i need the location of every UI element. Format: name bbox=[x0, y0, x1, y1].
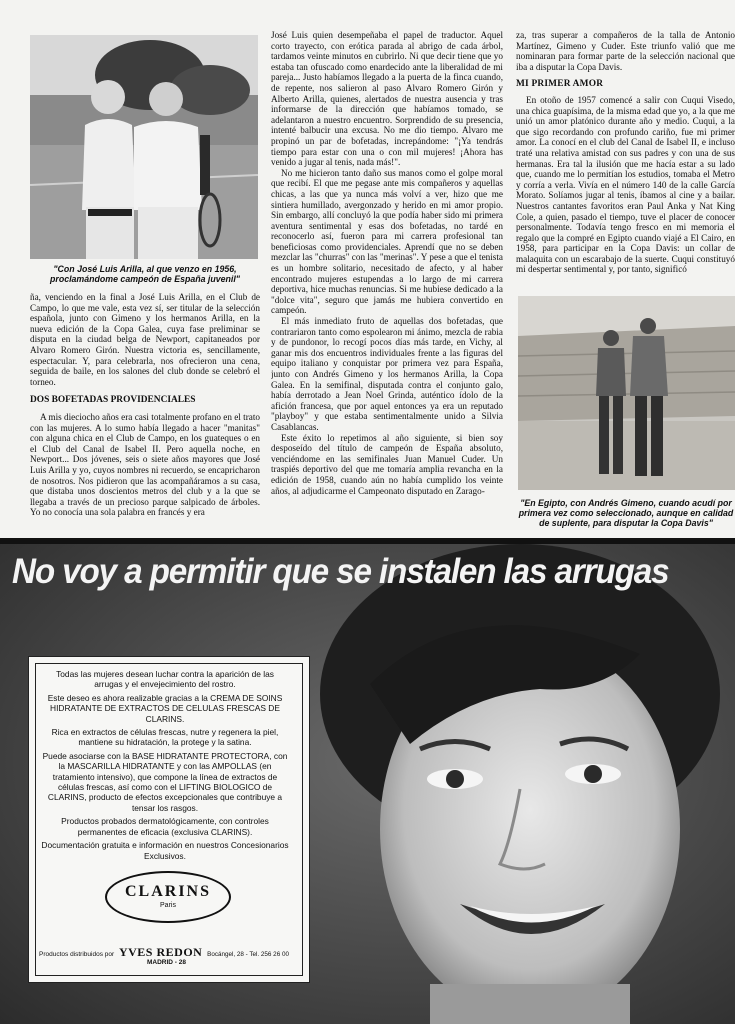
clarins-logo-city: Paris bbox=[160, 902, 176, 909]
ad-paragraph: Todas las mujeres desean luchar contra la aparición de las arrugas y el envejecimiento del rostro. bbox=[56, 669, 274, 690]
ad-paragraph: Rica en extractos de células frescas, nutre y regenera la piel, mantiene su hidratación, la protege y la satina. bbox=[51, 727, 279, 748]
paragraph: Este éxito lo repetimos al año siguiente, si bien soy desposeído del título de campeón de España absoluto, venciéndome en las semifinales Juan Manuel Cuder. Un traspiés deportivo del que me tomaría amplia revancha en la edición de 1958, cuando aún no había cumplido los veinte años, al adjudicarme el Campeonato disputado en Zarago- bbox=[271, 432, 503, 496]
distributor-prefix: Productos distribuidos por bbox=[39, 951, 115, 958]
article-column-1 bbox=[30, 292, 260, 532]
distributor-line bbox=[39, 945, 299, 966]
photo-tennis-players-image bbox=[30, 35, 258, 259]
paragraph: El más inmediato fruto de aquellas dos bofetadas, que contrariaron tanto como espolearon mi ánimo, mezcla de rabia y de pundonor, lo recogí pocos días más tarde, en Vichy, al ganar mis dos encuentros individuales frente a las figuras del equipo italiano y conquistar por primera vez para España, junto con Andrés Gimeno y los hermanos Arilla, la Copa Galea. En la semifinal, disputada contra el conjunto galo, había derrotado a Jean Noel Grinda, auténtico ídolo de la afición francesa, que por aquel entonces ya era un reputado "playboy" y que estaba sentimentalmente unido a Silvia Casablancas. bbox=[271, 316, 503, 432]
clarins-logo-name: CLARINS bbox=[124, 883, 211, 900]
ad-paragraph: Puede asociarse con la BASE HIDRATANTE PROTECTORA, con la MASCARILLA HIDRATANTE y con las AMPOLLAS (en tratamiento intensivo), que compone la línea de extractos de células frescas, así como con el LIFTING BIOLOGICO de CLARINS, producto de efectos excepcionales que contribuye a tensar los rasgos. bbox=[42, 750, 288, 813]
photo-caption-1: "Con José Luis Arilla, al que venzo en 1956, proclamándome campeón de España juvenil" bbox=[50, 264, 240, 284]
distributor-city: MADRID - 28 bbox=[147, 959, 187, 966]
paragraph: A mis dieciocho años era casi totalmente profano en el trato con las mujeres. A lo sumo había llegado a hacer "manitas" con alguna chica en el Club de Campo, en los guateques o en el Club del Canal de Isabel II. Pero aquella noche, en Newport... Dos jóvenes, seis o siete años mayores que José Luis Arilla y yo, cuyos nombres ni recuerdo, se encapricharon de nosotros. Nos pidieron que las acompañáramos a su casa, que distaba unos doscientos metros del club y a la que se llegaba a través de un precioso parque salpicado de árboles. Yo no conocía una sola palabra en francés y era bbox=[30, 411, 260, 518]
clarins-logo bbox=[105, 871, 231, 923]
photo-caption-2: "En Egipto, con Andrés Gimeno, cuando acudí por primera vez como seleccionado, aunque en calidad de suplente, para disputar la Copa Davis" bbox=[518, 498, 734, 528]
clarins-advertisement bbox=[0, 544, 735, 1024]
ad-text-box bbox=[28, 656, 310, 983]
distributor-address: Bocángel, 28 - Tel. 256 26 00 bbox=[207, 951, 289, 958]
distributor-brand: YVES REDON bbox=[118, 945, 203, 959]
ad-headline: No voy a permitir que se instalen las arrugas bbox=[12, 552, 669, 591]
photo-egypt bbox=[518, 296, 735, 490]
article-column-3 bbox=[516, 30, 735, 292]
photo-egypt-image bbox=[518, 296, 735, 490]
ad-paragraph: Documentación gratuita e información en nuestros Concesionarios Exclusivos. bbox=[41, 840, 289, 861]
paragraph: za, tras superar a compañeros de la talla de Antonio Martínez, Gimeno y Cuder. Este triunfo valió que me nominaran para formar parte de la selección nacional que iba a disputar la Copa Davis. bbox=[516, 30, 735, 72]
ad-paragraph: Este deseo es ahora realizable gracias a la CREMA DE SOINS HIDRATANTE DE EXTRACTOS DE CELULAS FRESCAS DE CLARINS. bbox=[47, 692, 283, 724]
paragraph: José Luis quien desempeñaba el papel de traductor. Aquel corto trayecto, con erótica parada al abrigo de cada árbol, tardamos veinte minutos en cubrirlo. Ni que decir tiene que yo estaba tan ofuscado como enardecido ante la liberalidad de mi pareja... Justo habíamos llegado a la puerta de la finca cuando, de repente, nos salieron al paso Alvaro Romero Girón y Alberto Arilla, quienes, alertados de nuestra ausencia y tras informarse de la dirección que habíamos tomado, se adelantaron a nuestro encuentro. Sorprendido de su presencia, intenté balbucir una excusa. No me dio tiempo. Alvaro me propinó un par de bofetadas, increpándome: "¡Ya tendrás tiempo para estar con una o con mil mujeres! ¡Ahora has venido a jugar al tenis, nada más!". bbox=[271, 30, 503, 168]
article-column-2 bbox=[271, 30, 503, 530]
section-heading-primer-amor: MI PRIMER AMOR bbox=[516, 79, 604, 90]
paragraph: En otoño de 1957 comencé a salir con Cuqui Visedo, una chica guapísima, de la misma edad que yo, a la que me unió un amor platónico durante año y medio. Cuqui, a la que sigo recordando con profundo cariño, fue mi primer amor. La conocí en el club del Canal de Isabel II, e incluso traté una relativa amistad con sus padres y con una de sus hermanas. Era tal la ilusión que me hacía estar a su lado que, cuando me lo permitían los estudios, tomaba el Metro y corría a verla. Vivía en el número 140 de la calle García Morato. Solíamos jugar al tenis, íbamos al cine y a bailar. Nuestros cantantes favoritos eran Paul Anka y Nat King Cole, a quien, pasado el tiempo, tuve el placer de conocer personalmente. Todavía tengo fresco en mi memoria el regalo que la compré en Egipto cuando viajé a El Cairo, en 1958, para participar en la Copa Davis: un collar de malaquita con un escarabajo de la suerte. Cuqui constituyó mi despertar sentimental y, por tanto, significó bbox=[516, 94, 735, 275]
ad-body-copy bbox=[41, 669, 289, 864]
paragraph: No me hicieron tanto daño sus manos como el golpe moral que recibí. El que me pegase ante mis compañeros y aquellas chicas, a las que ya nunca más volví a ver, hizo que me sintiera humillado, avergonzado y herido en mi amor propio. Sin embargo, allí concluyó la que podía haber sido mi primera aventura sentimental y esas dos bofetadas, no tardé en reconocerlo así, fueron para mi carrera profesional tan beneficiosas como providenciales. Aprendí que no se deben mezclar las "churras" con las "merinas". Y pese a que el tenista es un hombre solitario, necesitado de afecto, y al haber encontrado mujeres estupendas a lo largo de mi carrera deportiva, hice muchas renuncias. Si me hubiese dedicado a la "dolce vita", seguro que jamás me hubiera convertido en campeón. bbox=[271, 167, 503, 316]
section-heading-bofetadas: DOS BOFETADAS PROVIDENCIALES bbox=[30, 395, 196, 406]
ad-paragraph: Productos probados dermatológicamente, con controles permanentes de eficacia (exclusiva CLARINS). bbox=[61, 816, 269, 837]
photo-tennis-players bbox=[30, 35, 258, 259]
paragraph: ña, venciendo en la final a José Luis Arilla, en el Club de Campo, lo que me vale, esta vez sí, ser titular de la selección española, junto con Gimeno y los hermanos Arilla, en la nueva edición de la Copa Galea, cuya fase preliminar se disputa en la ciudad belga de Newport, capitaneados por Alvaro Romero Girón. Nuestra victoria es, sencillamente, espectacular. Y, para celebrarla, nos ofrecieron una cena, seguida de baile, en los salones del club donde se celebró el torneo. bbox=[30, 292, 260, 387]
